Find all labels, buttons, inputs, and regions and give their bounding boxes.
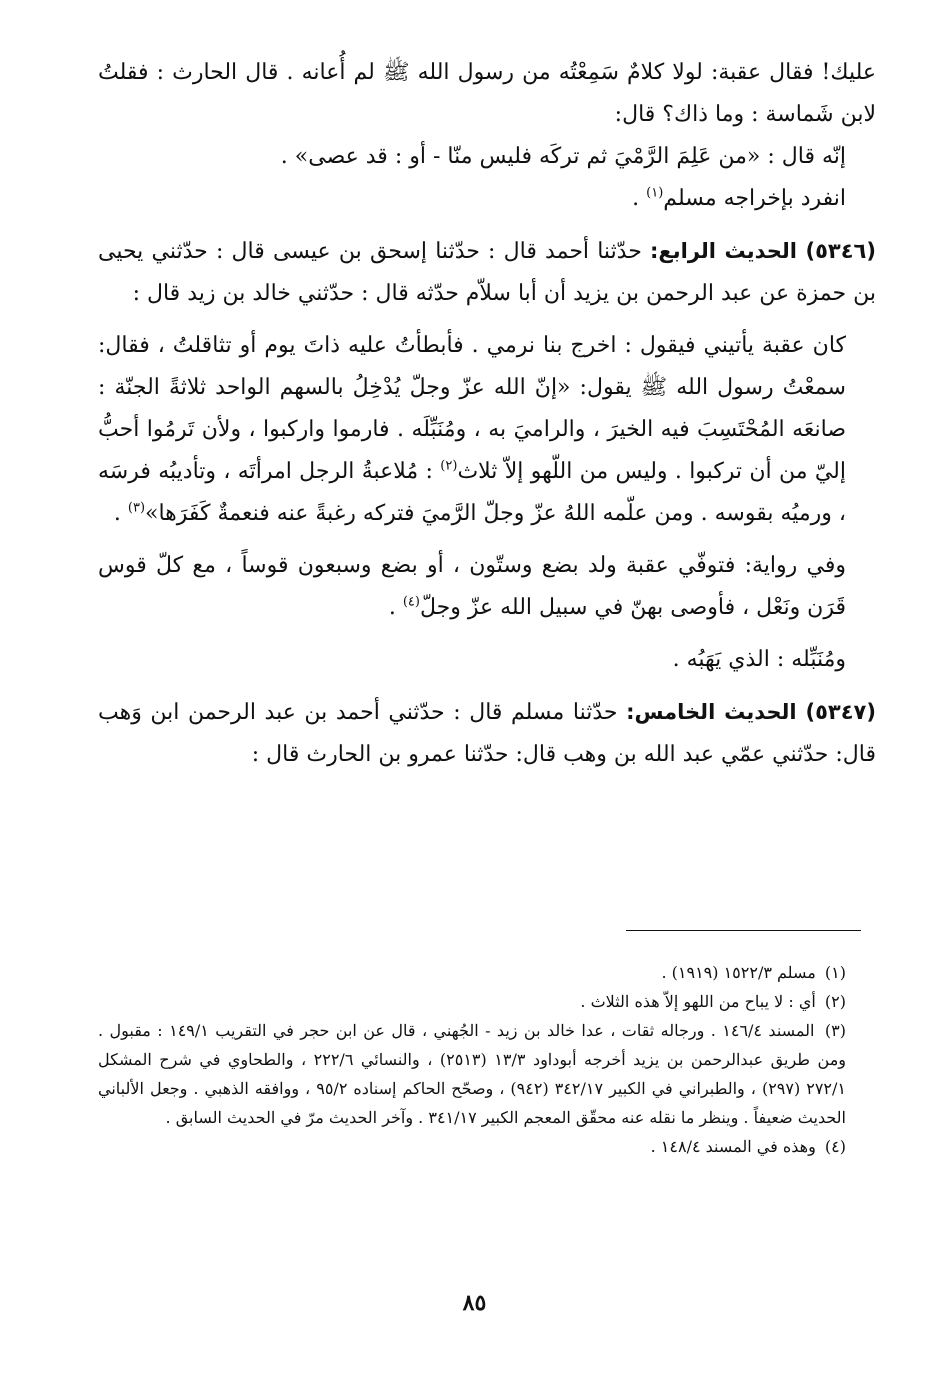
- footnotes: [98, 958, 876, 1161]
- page-number: ٨٥: [462, 1290, 487, 1316]
- footnote-4-text: وهذه في المسند ١٤٨/٤ .: [650, 1137, 816, 1156]
- paragraph-1: [98, 52, 876, 136]
- paragraph-3-text: انفرد بإخراجه مسلم: [663, 186, 846, 211]
- paragraph-7: [98, 639, 876, 681]
- footnote-2-number: (٢): [824, 992, 846, 1011]
- paragraph-3: [98, 178, 876, 220]
- paragraph-5-end: .: [113, 501, 128, 526]
- hadith-5: [98, 691, 876, 776]
- footnote-ref-3: (٣): [127, 500, 146, 516]
- footnote-ref-1: (١): [646, 185, 664, 201]
- hadith-4-isnad: حدّثنا أحمد قال : حدّثنا إسحق بن عيسى قال : حدّثني يحيى بن حمزة عن عبد الرحمن بن يزيد أن أبا سلاّم حدّثه قال : حدّثني خالد بن زيد قال :: [98, 239, 876, 306]
- paragraph-6: [98, 545, 876, 629]
- paragraph-3-end: .: [632, 186, 647, 211]
- main-text: [98, 52, 876, 776]
- paragraph-6-end: .: [388, 595, 403, 620]
- hadith-4-heading: (٥٣٤٦) الحديث الرابع:: [650, 239, 876, 263]
- footnote-3: [98, 1016, 876, 1132]
- footnote-2: [98, 987, 876, 1016]
- footnote-1-number: (١): [824, 963, 846, 982]
- footnote-1: [98, 958, 876, 987]
- paragraph-2: [98, 136, 876, 178]
- paragraph-5: [98, 325, 876, 535]
- paragraph-5-text-a: كان عقبة يأتيني فيقول : اخرج بنا نرمي . فأبطأتُ عليه ذاتَ يوم أو تثاقلتُ ، فقال: سمعْتُ رسول الله ﷺ يقول: «إنّ الله عزّ وجلّ يُدْخِلُ بالسهم الواحد ثلاثةً الجنّة : صانعَه المُحْتَسِبَ فيه الخيرَ ، والراميَ به ، ومُنَبِّلَه . فارموا واركبوا ، ولأن تَرمُوا أحبُّ إليّ من أن تركبوا . وليس من اللّهو إلاّ ثلاث: [98, 333, 847, 484]
- footnote-3-number: (٣): [824, 1021, 847, 1040]
- hadith-4: [98, 230, 876, 315]
- paragraph-7-text: ومُنَبِّله : الذي يَهَبُه .: [672, 647, 846, 672]
- paragraph-2-text: إنّه قال : «من عَلِمَ الرَّمْيَ ثم تركَه فليس منّا - أو : قد عصى» .: [280, 144, 846, 169]
- footnote-3-text: المسند ١٤٦/٤ . ورجاله ثقات ، عدا خالد بن زيد - الجُهني ، قال عن ابن حجر في التقريب ١٤٩/١ : مقبول . ومن طريق عبدالرحمن بن يزيد أخرجه أبوداود ١٣/٣ (٢٥١٣) ، والنسائي ٢٢٢/٦ ، والطحاوي في شرح المشكل ٢٧٢/١ (٢٩٧) ، والطبراني في الكبير ٣٤٢/١٧ (٩٤٢) ، وصحّح الحاكم إسناده ٩٥/٢ ، ووافقه الذهبي . وجعل الألباني الحديث ضعيفاً . وينظر ما نقله عنه محقّق المعجم الكبير ٣٤١/١٧ . وآخر الحديث مرّ في الحديث السابق .: [98, 1021, 847, 1127]
- footnote-divider: [626, 930, 861, 931]
- hadith-5-isnad: حدّثنا مسلم قال : حدّثني أحمد بن عبد الرحمن ابن وَهب قال: حدّثني عمّي عبد الله بن وهب قال: حدّثنا عمرو بن الحارث قال :: [98, 700, 876, 767]
- footnote-4: [98, 1132, 876, 1161]
- paragraph-6-text: وفي رواية: فتوفّي عقبة ولد بضع وستّون ، أو بضع وسبعون قوساً ، مع كلّ قوس قَرَن ونَعْل ، فأوصى بهنّ في سبيل الله عزّ وجلّ: [98, 553, 846, 620]
- hadith-5-heading: (٥٣٤٧) الحديث الخامس:: [626, 700, 876, 724]
- footnote-ref-2: (٢): [440, 458, 458, 474]
- paragraph-5-text-b: : مُلاعبةُ الرجل امرأتَه ، وتأديبُه فرسَه ، ورميُه بقوسه . ومن علّمه اللهُ عزّ وجلّ الرَّميَ فتركه رغبةً عنه فنعمةٌ كَفَرَها»: [98, 459, 846, 526]
- footnote-1-text: مسلم ١٥٢٢/٣ (١٩١٩) .: [661, 963, 816, 982]
- footnote-2-text: أي : لا يباح من اللهو إلاّ هذه الثلاث .: [580, 992, 816, 1011]
- footnote-ref-4: (٤): [402, 594, 420, 610]
- footnote-4-number: (٤): [824, 1137, 846, 1156]
- paragraph-1-text: عليك! فقال عقبة: لولا كلامٌ سَمِعْتُه من رسول الله ﷺ لم أُعانه . قال الحارث : فقلتُ لابن شَماسة : وما ذاك؟ قال:: [98, 60, 876, 127]
